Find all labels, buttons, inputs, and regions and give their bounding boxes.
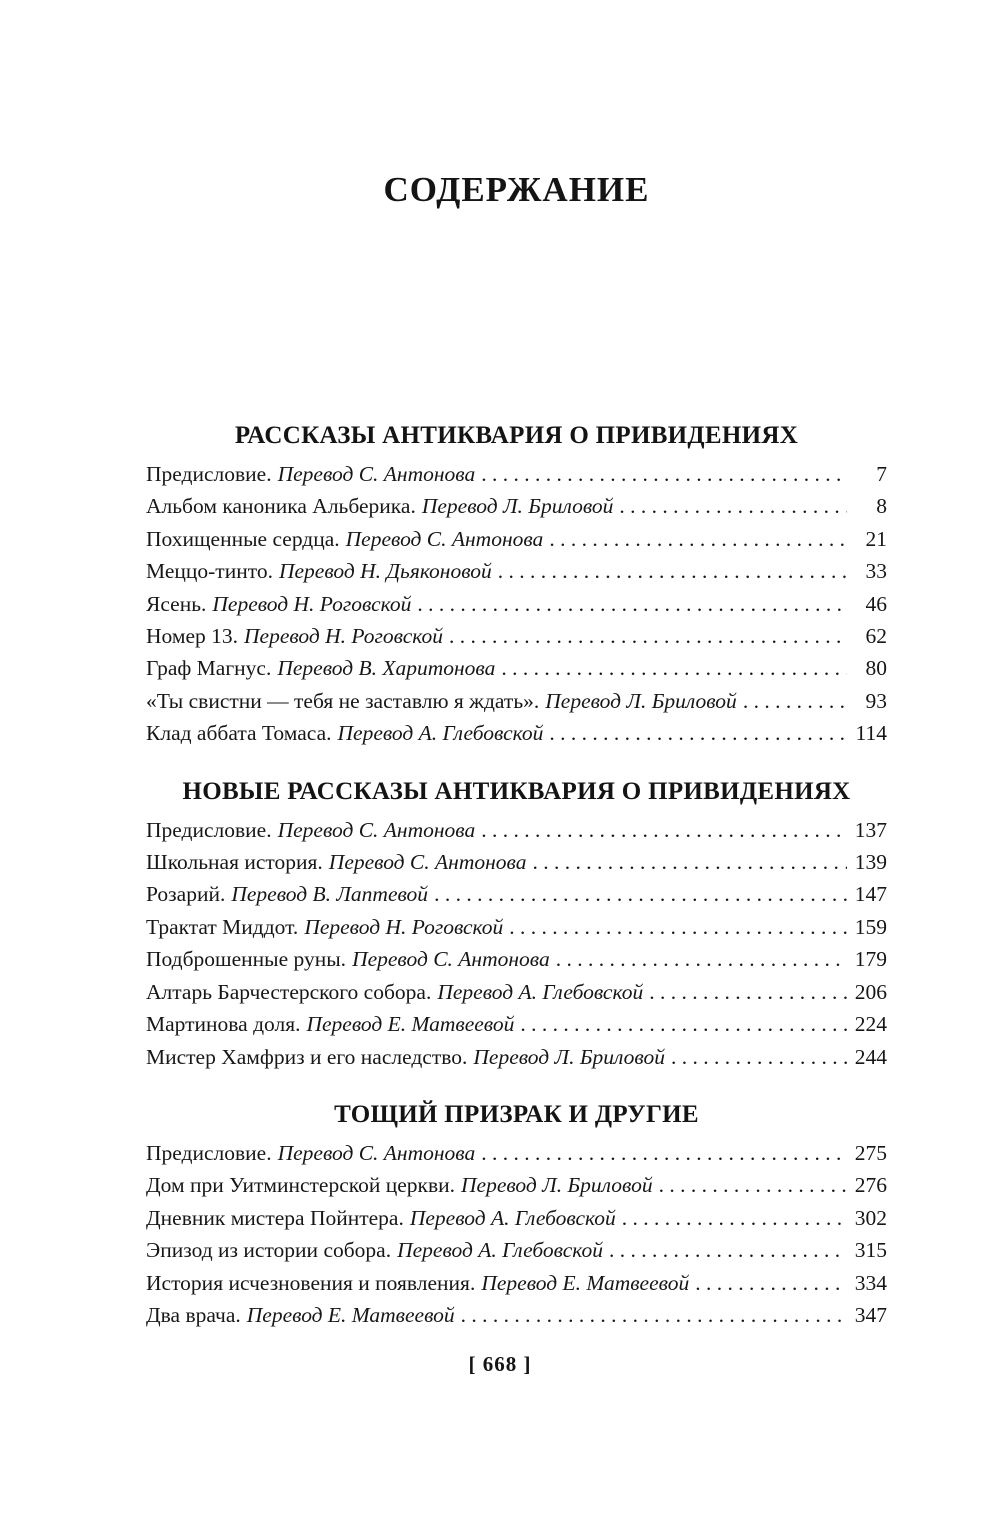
entry-page-number: 224 [854, 1012, 887, 1037]
toc-entry [146, 943, 887, 975]
entry-title: Мартинова доля. [146, 1012, 301, 1037]
toc-content [146, 0, 887, 1331]
toc-entry [146, 1041, 887, 1073]
leader-dots [509, 911, 847, 943]
entry-title: Номер 13. [146, 624, 239, 649]
entry-translator: Перевод Н. Дьяконовой [278, 559, 492, 584]
toc-entry [146, 555, 887, 587]
entry-translator: Перевод А. Глебовской [397, 1238, 603, 1263]
entry-translator: Перевод В. Харитонова [277, 656, 496, 681]
entry-translator: Перевод Л. Бриловой [473, 1044, 665, 1069]
entry-title: Предисловие. [146, 462, 272, 486]
section-heading: ТОЩИЙ ПРИЗРАК И ДРУГИЕ [334, 1100, 699, 1128]
entry-page-number: 8 [876, 494, 887, 519]
toc-section [146, 779, 887, 1073]
entry-translator: Перевод А. Глебовской [337, 721, 544, 746]
entry-page-number: 179 [854, 947, 887, 972]
toc-entry [146, 1234, 887, 1266]
toc-entry [146, 1169, 887, 1201]
toc-entry [146, 523, 887, 555]
entry-page-number: 21 [865, 526, 887, 551]
section-heading: НОВЫЕ РАССКАЗЫ АНТИКВАРИЯ О ПРИВИДЕНИЯХ [182, 777, 851, 805]
entry-translator: Перевод В. Лаптевой [231, 882, 429, 907]
entry-title: «Ты свистни — тебя не заставлю я ждать». [146, 688, 540, 713]
toc-entry [146, 685, 887, 717]
toc-entry [146, 458, 887, 490]
toc-entry [146, 1267, 887, 1299]
leader-dots [619, 490, 847, 522]
entry-title: Предисловие. [146, 817, 272, 842]
entry-page-number: 302 [854, 1205, 887, 1230]
leader-dots [481, 458, 847, 490]
toc-entry [146, 1299, 887, 1331]
footer-page-number: [ 668 ] [468, 1352, 532, 1376]
entry-page-number: 276 [854, 1173, 887, 1198]
entry-title: Похищенные сердца. [146, 526, 340, 551]
toc-entry [146, 1008, 887, 1040]
entry-translator: Перевод Е. Матвеевой [481, 1270, 690, 1295]
leader-dots [671, 1041, 847, 1073]
leader-dots [549, 523, 847, 555]
leader-dots [434, 878, 847, 910]
leader-dots [417, 588, 847, 620]
leader-dots [609, 1234, 847, 1266]
entry-title: Ясень. [146, 591, 207, 616]
entry-translator: Перевод С. Антонова [277, 462, 476, 486]
entry-translator: Перевод Н. Роговской [244, 624, 443, 649]
entry-title: Предисловие. [146, 1140, 272, 1165]
entry-title: Граф Магнус. [146, 656, 272, 681]
leader-dots [659, 1169, 847, 1201]
toc-entry [146, 1137, 887, 1169]
toc-sections [146, 423, 887, 1331]
leader-dots [622, 1202, 847, 1234]
entry-page-number: 315 [854, 1238, 887, 1263]
entry-page-number: 7 [876, 462, 887, 486]
entry-page-number: 114 [855, 721, 887, 746]
entry-title: Альбом каноника Альберика. [146, 494, 416, 519]
entry-page-number: 275 [854, 1140, 887, 1165]
toc-entry [146, 846, 887, 878]
entry-title: Школьная история. [146, 850, 323, 875]
section-entries [146, 458, 887, 750]
entry-title: Два врача. [146, 1302, 241, 1327]
leader-dots [532, 846, 847, 878]
entry-title: Меццо-тинто. [146, 559, 273, 584]
toc-entry [146, 490, 887, 522]
entry-translator: Перевод А. Глебовской [437, 979, 644, 1004]
entry-page-number: 147 [854, 882, 887, 907]
section-entries [146, 1137, 887, 1331]
leader-dots [520, 1008, 847, 1040]
toc-entry [146, 911, 887, 943]
entry-translator: Перевод С. Антонова [352, 947, 550, 972]
leader-dots [498, 555, 847, 587]
leader-dots [481, 814, 847, 846]
entry-title: Эпизод из истории собора. [146, 1238, 392, 1263]
leader-dots [695, 1267, 847, 1299]
toc-entry [146, 1202, 887, 1234]
entry-translator: Перевод Н. Роговской [212, 591, 412, 616]
entry-title: Розарий. [146, 882, 226, 907]
entry-page-number: 93 [865, 688, 887, 713]
entry-translator: Перевод Н. Роговской [304, 914, 504, 939]
toc-section [146, 1102, 887, 1331]
leader-dots [743, 685, 847, 717]
leader-dots [449, 620, 847, 652]
section-entries [146, 814, 887, 1073]
toc-entry [146, 652, 887, 684]
entry-translator: Перевод Л. Бриловой [421, 494, 614, 519]
entry-page-number: 347 [854, 1302, 887, 1327]
entry-page-number: 334 [854, 1270, 887, 1295]
entry-translator: Перевод Е. Матвеевой [306, 1012, 515, 1037]
entry-page-number: 137 [854, 817, 887, 842]
entry-title: Клад аббата Томаса. [146, 721, 332, 746]
entry-translator: Перевод Л. Бриловой [461, 1173, 653, 1198]
toc-entry [146, 814, 887, 846]
page-footer [0, 1350, 1000, 1378]
entry-title: Дом при Уитминстерской церкви. [146, 1173, 456, 1198]
entry-translator: Перевод С. Антонова [345, 526, 544, 551]
page-title: СОДЕРЖАНИЕ [383, 170, 650, 209]
entry-translator: Перевод Е. Матвеевой [246, 1302, 455, 1327]
toc-entry [146, 717, 887, 749]
entry-page-number: 244 [854, 1044, 887, 1069]
section-heading: РАССКАЗЫ АНТИКВАРИЯ О ПРИВИДЕНИЯХ [234, 422, 799, 449]
entry-translator: Перевод С. Антонова [328, 850, 527, 875]
entry-page-number: 159 [854, 914, 887, 939]
leader-dots [461, 1299, 847, 1331]
entry-translator: Перевод С. Антонова [277, 817, 476, 842]
entry-page-number: 139 [854, 850, 887, 875]
leader-dots [549, 717, 847, 749]
entry-page-number: 62 [865, 624, 887, 649]
entry-page-number: 80 [865, 656, 887, 681]
entry-title: История исчезновения и появления. [146, 1270, 476, 1295]
entry-title: Алтарь Барчестерского собора. [146, 979, 432, 1004]
toc-section [146, 423, 887, 750]
entry-translator: Перевод А. Глебовской [409, 1205, 616, 1230]
entry-translator: Перевод Л. Бриловой [545, 688, 737, 713]
entry-page-number: 33 [865, 559, 887, 584]
leader-dots [481, 1137, 847, 1169]
toc-entry [146, 976, 887, 1008]
leader-dots [501, 652, 847, 684]
entry-page-number: 46 [865, 591, 887, 616]
entry-title: Дневник мистера Пойнтера. [146, 1205, 404, 1230]
leader-dots [556, 943, 847, 975]
leader-dots [649, 976, 847, 1008]
toc-entry [146, 588, 887, 620]
entry-title: Мистер Хамфриз и его наследство. [146, 1044, 468, 1069]
entry-title: Подброшенные руны. [146, 947, 347, 972]
toc-entry [146, 878, 887, 910]
toc-entry [146, 620, 887, 652]
entry-translator: Перевод С. Антонова [277, 1140, 476, 1165]
entry-title: Трактат Миддот. [146, 914, 299, 939]
entry-page-number: 206 [854, 979, 887, 1004]
